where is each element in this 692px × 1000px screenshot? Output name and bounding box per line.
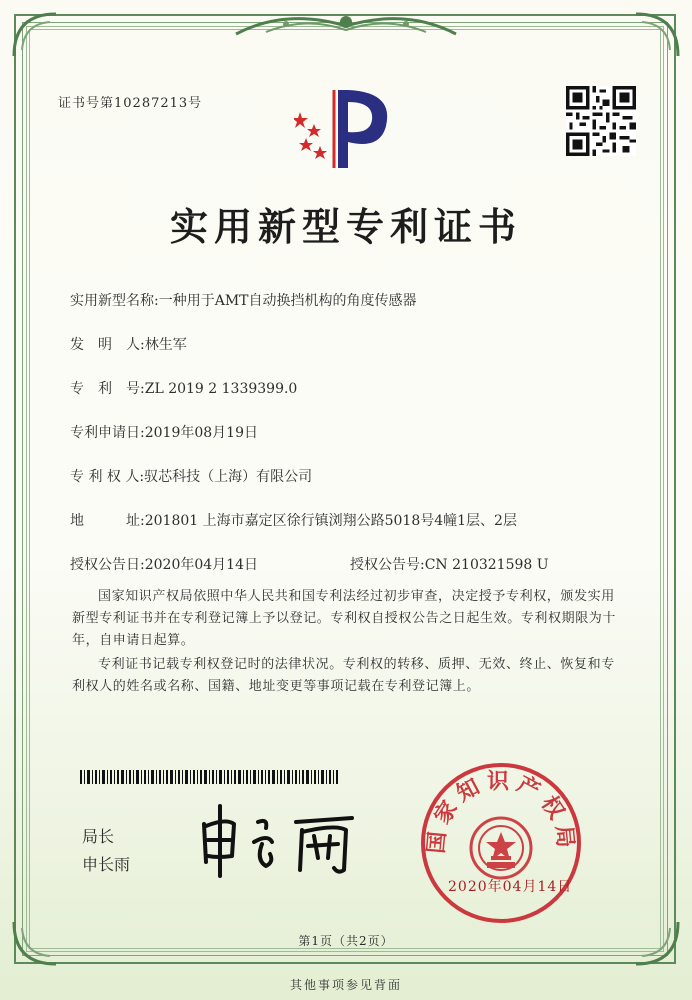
qr-code [566, 86, 636, 156]
certificate-number: 证书号第10287213号 [58, 96, 203, 111]
field-value: 2019年08月19日 [144, 425, 258, 441]
page-indicator: 第1页（共2页） [298, 934, 394, 948]
field-label: 发 明 人: [70, 337, 145, 353]
field-value: 一种用于AMT自动换挡机构的角度传感器 [158, 293, 417, 309]
legal-status-paragraph: 专利证书记载专利权登记时的法律状况。专利权的转移、质押、无效、终止、恢复和专利权人的姓名或名称、国籍、地址变更等事项记载在专利登记簿上。 [72, 657, 615, 694]
field-label: 专利申请日: [70, 425, 145, 441]
corner-ornament-top-right [632, 10, 682, 60]
field-utility-model-name [70, 290, 417, 310]
footer-note: 其他事项参见背面 [289, 978, 402, 992]
official-seal [418, 760, 584, 926]
field-label: 专 利 号: [70, 381, 145, 397]
field-grant-announcement-date [70, 554, 258, 574]
field-patentee [70, 466, 312, 486]
field-value: ZL 2019 2 1339399.0 [144, 381, 298, 397]
field-inventor [70, 334, 187, 354]
field-label: 专 利 权 人: [70, 469, 145, 485]
barcode [80, 770, 338, 784]
corner-ornament-top-left [10, 10, 60, 60]
field-label: 地 址: [70, 513, 145, 529]
grant-statement-paragraph: 国家知识产权局依照中华人民共和国专利法经过初步审查，决定授予专利权，颁发实用新型专利证书并在专利登记簿上予以登记。专利权自授权公告之日起生效。专利权期限为十年，自申请日起算。 [72, 589, 617, 648]
field-label: 实用新型名称: [70, 293, 159, 309]
field-label: 授权公告号: [350, 557, 425, 573]
svg-text:国家知识产权局: 国家知识产权局 [423, 768, 579, 855]
field-value: 2020年04月14日 [144, 557, 258, 573]
handwritten-signature [196, 800, 366, 880]
field-label: 授权公告日: [70, 557, 145, 573]
field-value: 驭芯科技（上海）有限公司 [144, 469, 313, 485]
field-patent-number [70, 378, 297, 398]
field-application-date [70, 422, 258, 442]
field-value: CN 210321598 U [424, 557, 549, 573]
field-address [70, 510, 517, 530]
field-value: 201801 上海市嘉定区徐行镇浏翔公路5018号4幢1层、2层 [144, 513, 517, 529]
signatory-name: 申长雨 [82, 855, 131, 874]
top-ornament [226, 8, 466, 44]
signatory-title: 局长 [82, 827, 115, 846]
cnipa-emblem [294, 82, 400, 172]
certificate-title: 实用新型专利证书 [169, 204, 522, 249]
seal-date: 2020年04月14日 [448, 879, 573, 895]
field-grant-announcement-number [350, 554, 549, 574]
field-value: 林生军 [144, 337, 187, 353]
